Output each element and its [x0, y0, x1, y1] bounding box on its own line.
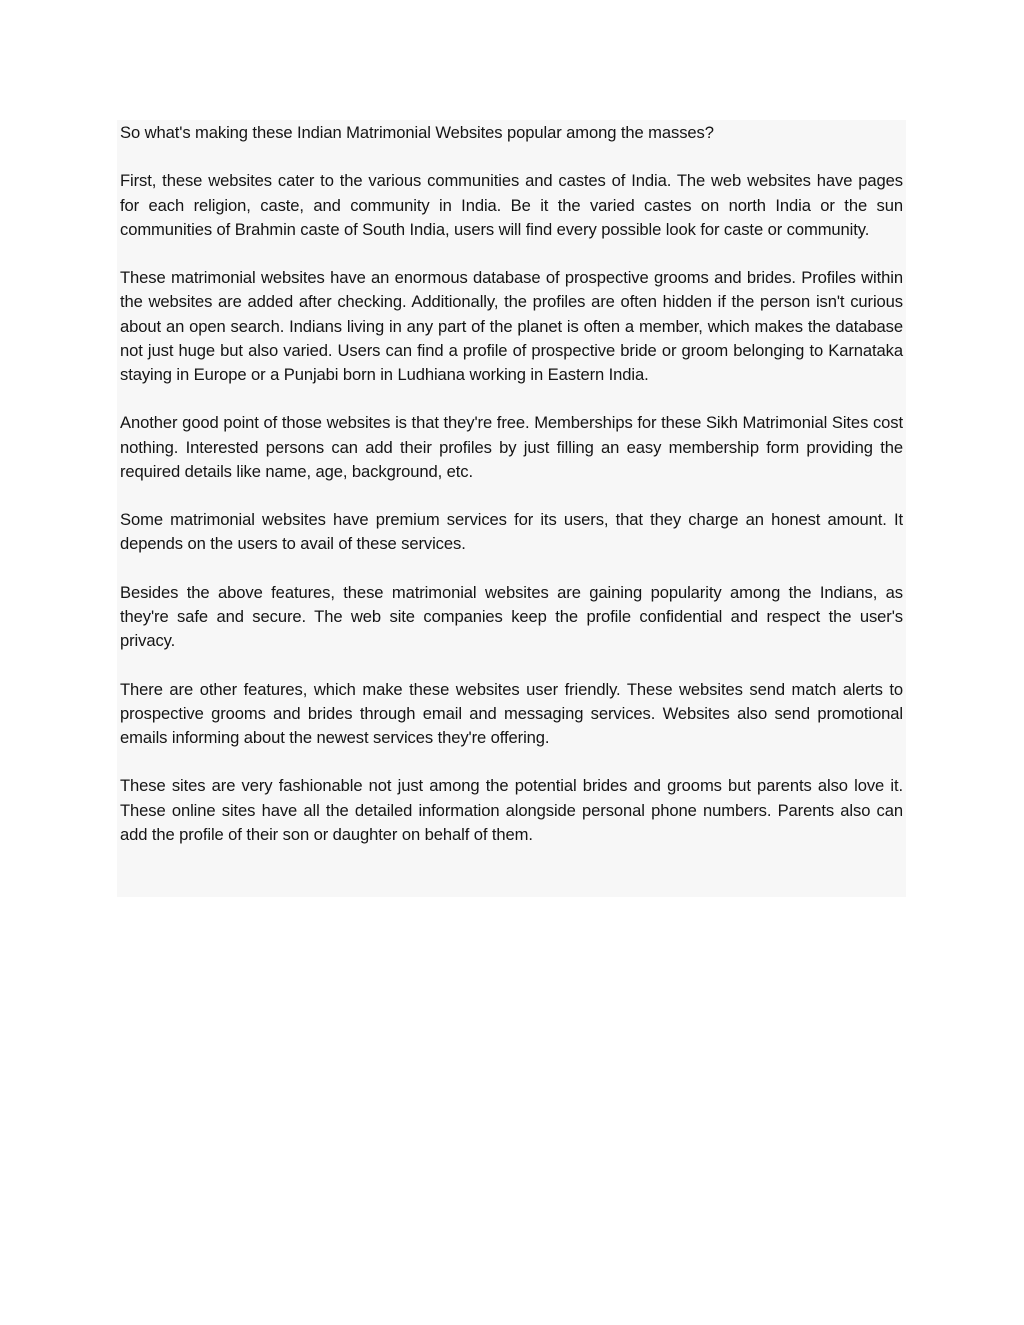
- article-text-block: [117, 120, 906, 897]
- paragraph-database: These matrimonial websites have an enormous database of prospective grooms and brides. Profiles within the websites are added after checking. Additionally, the profiles are often hidden if the person isn't curious about an open search. Indians living in any part of the planet is often a member, which makes the database not just huge but also varied. Users can find a profile of prospective bride or groom belonging to Karnataka staying in Europe or a Punjabi born in Ludhiana working in Eastern India.: [120, 268, 903, 384]
- paragraph-free-membership: Another good point of those websites is that they're free. Memberships for these Sikh Matrimonial Sites cost nothing. Interested persons can add their profiles by just filling an easy membership form providing the required details like name, age, background, etc.: [120, 413, 903, 481]
- paragraph-parents: These sites are very fashionable not just among the potential brides and grooms but parents also love it. These online sites have all the detailed information alongside personal phone numbers. Parents also can add the profile of their son or daughter on behalf of them.: [120, 776, 903, 844]
- paragraph-safety: Besides the above features, these matrimonial websites are gaining popularity among the Indians, as they're safe and secure. The web site companies keep the profile confidential and respect the user's privacy.: [120, 582, 903, 651]
- paragraph-communities: First, these websites cater to the various communities and castes of India. The web websites have pages for each religion, caste, and community in India. Be it the varied castes on north India or the sun communities of Brahmin caste of South India, users will find every possible look for caste or community.: [120, 171, 903, 239]
- paragraph-user-friendly: There are other features, which make these websites user friendly. These websites send match alerts to prospective grooms and brides through email and messaging services. Websites also send promotional emails informing about the newest services they're offering.: [120, 679, 903, 747]
- paragraph-intro-question: So what's making these Indian Matrimonial Websites popular among the masses?: [120, 123, 714, 142]
- paragraph-premium-services: Some matrimonial websites have premium services for its users, that they charge an honest amount. It depends on the users to avail of these services.: [120, 510, 903, 554]
